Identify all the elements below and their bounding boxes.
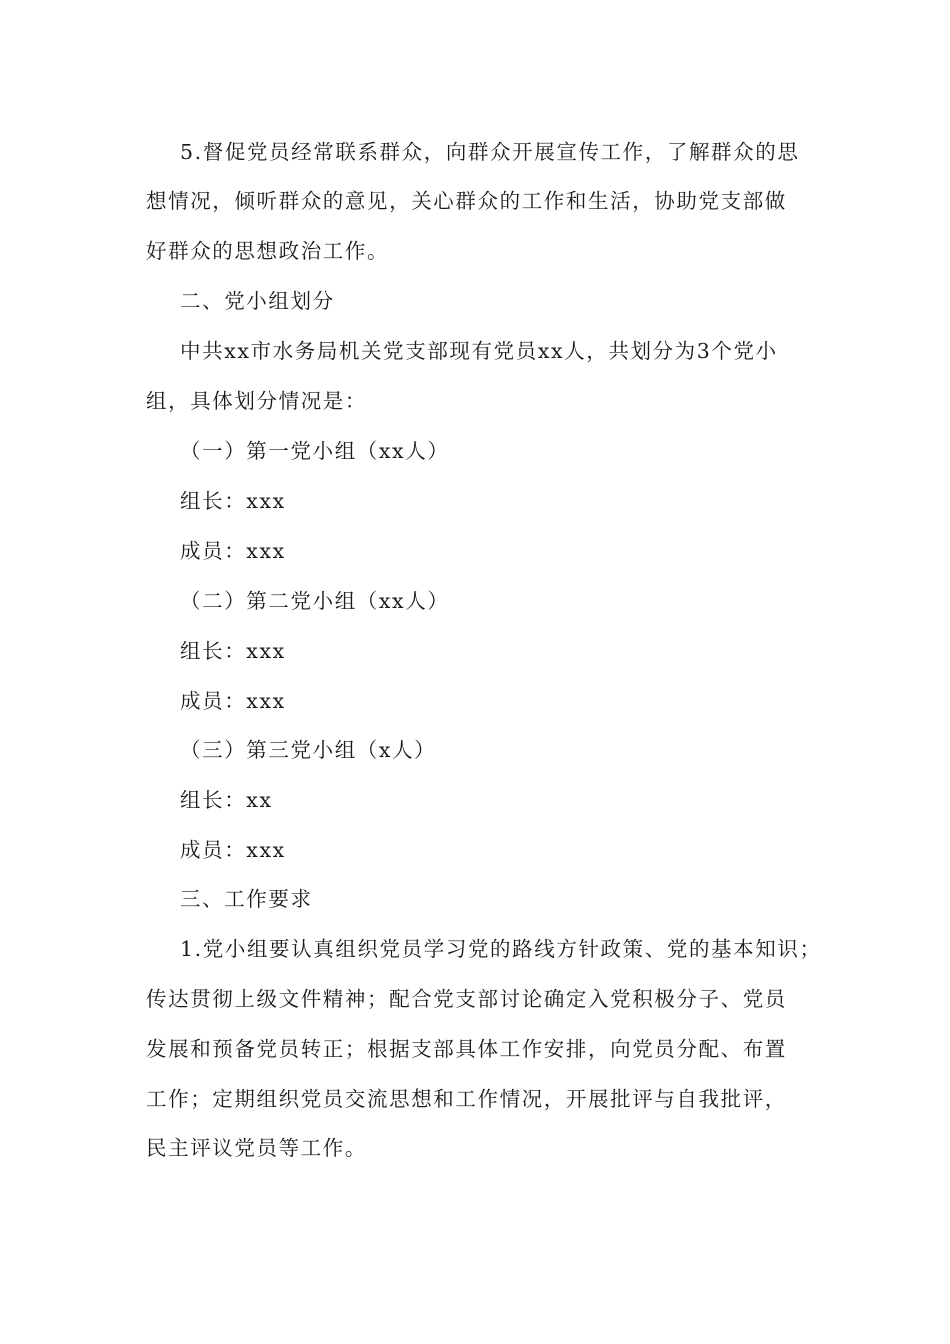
paragraph-line: 工作；定期组织党员交流思想和工作情况，开展批评与自我批评， [146, 1087, 787, 1111]
paragraph-line: 想情况，倾听群众的意见，关心群众的工作和生活，协助党支部做 [146, 189, 787, 213]
group-members: 成员：xxx [180, 689, 286, 713]
paragraph-line: 组，具体划分情况是： [146, 389, 367, 413]
group-leader: 组长：xxx [180, 489, 286, 513]
group-leader: 组长：xxx [180, 639, 286, 663]
paragraph-line: 5.督促党员经常联系群众，向群众开展宣传工作，了解群众的思 [180, 140, 800, 164]
group-title: （二）第二党小组（xx人） [180, 589, 450, 613]
group-leader: 组长：xx [180, 788, 273, 812]
paragraph-line: 发展和预备党员转正；根据支部具体工作安排，向党员分配、布置 [146, 1037, 787, 1061]
group-title: （一）第一党小组（xx人） [180, 439, 450, 463]
section-heading: 三、工作要求 [180, 887, 313, 911]
group-title: （三）第三党小组（x人） [180, 738, 437, 762]
group-members: 成员：xxx [180, 539, 286, 563]
paragraph-line: 好群众的思想政治工作。 [146, 239, 390, 263]
paragraph-line: 民主评议党员等工作。 [146, 1136, 367, 1160]
paragraph-line: 中共xx市水务局机关党支部现有党员xx人，共划分为3个党小 [180, 339, 778, 363]
section-heading: 二、党小组划分 [180, 289, 335, 313]
group-members: 成员：xxx [180, 838, 286, 862]
paragraph-line: 1.党小组要认真组织党员学习党的路线方针政策、党的基本知识； [180, 937, 822, 961]
paragraph-line: 传达贯彻上级文件精神；配合党支部讨论确定入党积极分子、党员 [146, 987, 787, 1011]
